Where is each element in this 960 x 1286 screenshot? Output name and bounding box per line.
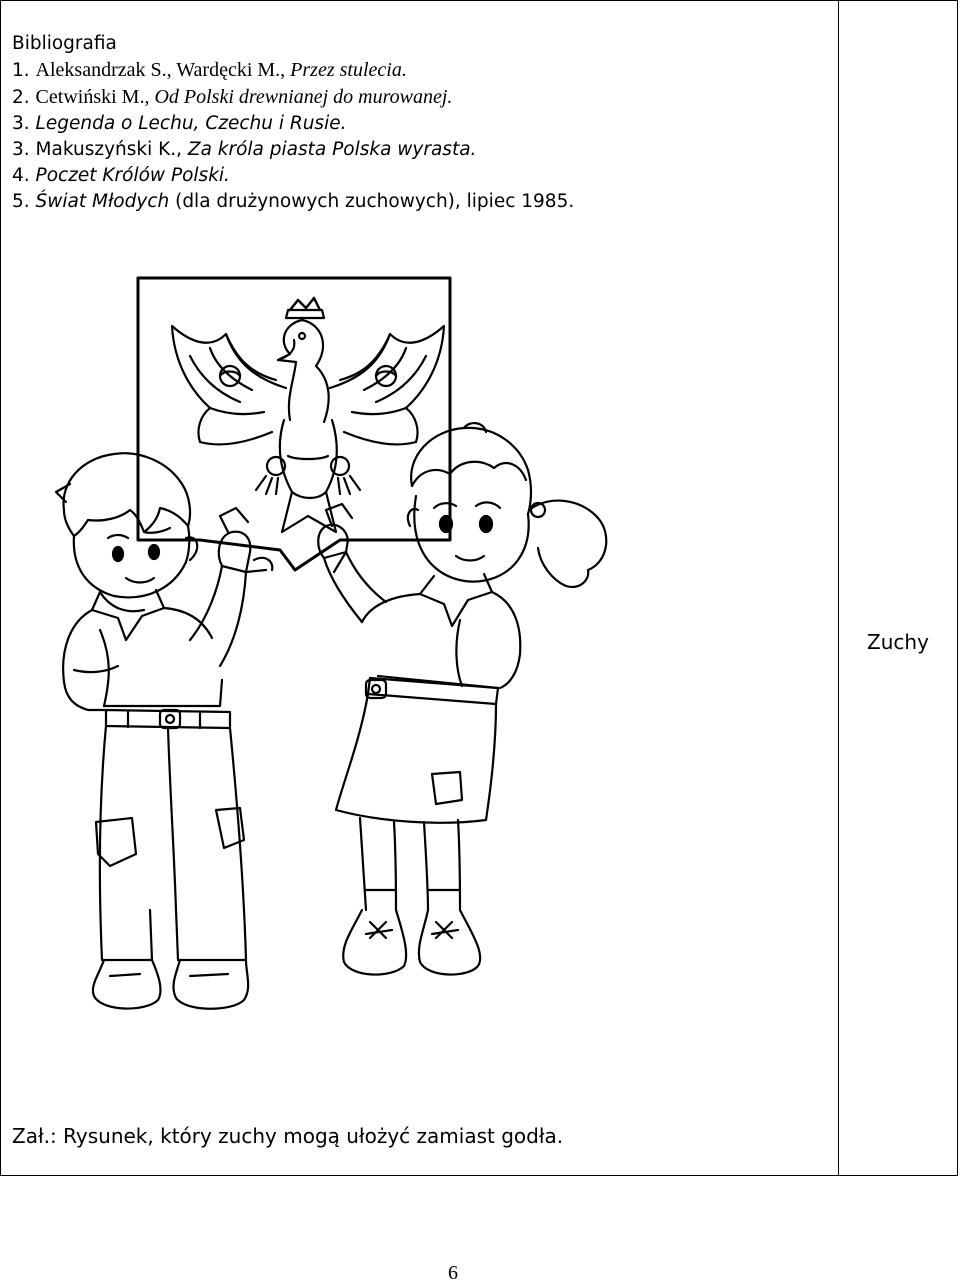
column-divider	[838, 0, 839, 1176]
entry-work: Legenda o Lechu, Czechu i Rusie.	[35, 113, 347, 134]
entry-work: Świat Młodych	[35, 191, 170, 212]
bibliography-entry	[12, 111, 832, 137]
attachment-note: Zał.: Rysunek, który zuchy mogą ułożyć zamiast godła.	[12, 1124, 564, 1148]
bibliography-entry	[12, 189, 832, 215]
entry-number: 5.	[12, 191, 30, 212]
entry-work: Od Polski drewnianej do murowanej.	[154, 86, 453, 108]
eagle-emblem-icon	[172, 298, 444, 532]
entry-number: 4.	[12, 165, 30, 186]
bibliography-entry	[12, 84, 832, 111]
entry-author: Aleksandrzak S., Wardęcki M.,	[35, 59, 291, 81]
page-number: 6	[448, 1262, 458, 1284]
bibliography-entry	[12, 163, 832, 189]
bibliography-entry	[12, 57, 832, 84]
entry-number: 1.	[12, 60, 30, 81]
entry-author: Cetwiński M.,	[35, 86, 155, 108]
entry-work: Poczet Królów Polski.	[35, 165, 230, 186]
entry-work: Za króla piasta Polska wyrasta.	[187, 139, 477, 160]
entry-work: Przez stulecia.	[290, 59, 407, 81]
entry-number: 2.	[12, 87, 30, 108]
entry-number: 3.	[12, 139, 30, 160]
bibliography-title: Bibliografia	[12, 33, 117, 54]
bibliography	[12, 31, 832, 215]
entry-author: Makuszyński K.,	[35, 139, 188, 160]
entry-rest: (dla drużynowych zuchowych), lipiec 1985.	[169, 191, 575, 212]
bibliography-entry	[12, 137, 832, 163]
boy-figure	[56, 453, 272, 1009]
girl-figure	[318, 423, 606, 974]
side-label: Zuchy	[867, 630, 929, 654]
coloring-illustration	[40, 270, 640, 1070]
entry-number: 3.	[12, 113, 30, 134]
